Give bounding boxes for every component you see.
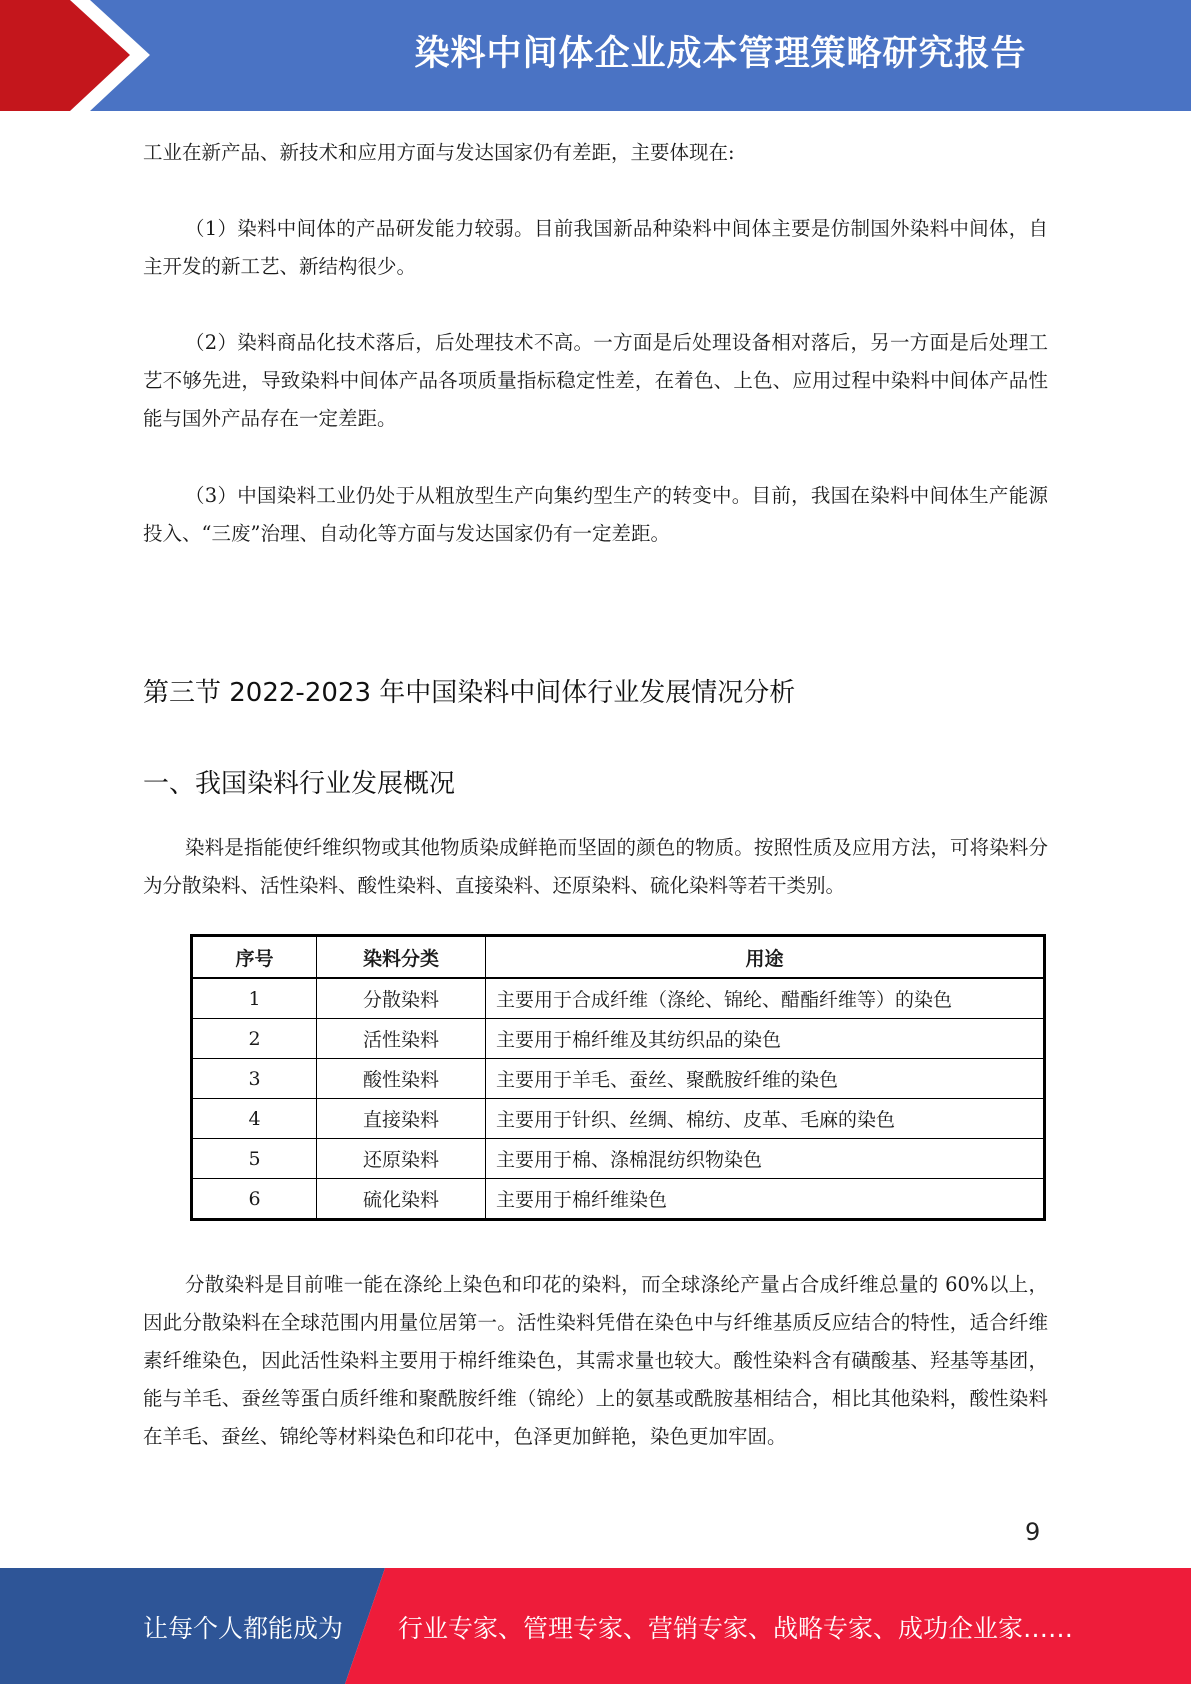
cell-type: 活性染料: [317, 1019, 486, 1059]
header-chevron-decoration: [0, 0, 260, 111]
cell-usage: 主要用于棉、涤棉混纺织物染色: [486, 1139, 1045, 1179]
paragraph-dye-definition: 染料是指能使纤维织物或其他物质染成鲜艳而坚固的颜色的物质。按照性质及应用方法，可将染料分为分散染料、活性染料、酸性染料、直接染料、还原染料、硫化染料等若干类别。: [143, 836, 1048, 897]
header-banner: [0, 0, 1191, 111]
report-title: 染料中间体企业成本管理策略研究报告: [414, 34, 1027, 74]
cell-type: 直接染料: [317, 1099, 486, 1139]
paragraph-intro: 工业在新产品、新技术和应用方面与发达国家仍有差距，主要体现在:: [143, 141, 735, 164]
table-row: [192, 1179, 1045, 1220]
table-header-row: [192, 936, 1045, 979]
cell-usage: 主要用于棉纤维染色: [486, 1179, 1045, 1220]
cell-type: 硫化染料: [317, 1179, 486, 1220]
cell-usage: 主要用于羊毛、蚕丝、聚酰胺纤维的染色: [486, 1059, 1045, 1099]
footer-banner: [0, 1568, 1191, 1684]
cell-usage: 主要用于棉纤维及其纺织品的染色: [486, 1019, 1045, 1059]
cell-number: 6: [192, 1179, 317, 1220]
cell-usage: 主要用于合成纤维（涤纶、锦纶、醋酯纤维等）的染色: [486, 978, 1045, 1019]
cell-number: 5: [192, 1139, 317, 1179]
cell-number: 3: [192, 1059, 317, 1099]
footer-slogan-left: 让每个人都能成为: [143, 1614, 344, 1643]
footer-slogan-right: 行业专家、管理专家、营销专家、战略专家、成功企业家……: [398, 1614, 1074, 1643]
cell-type: 酸性染料: [317, 1059, 486, 1099]
table-row: [192, 1059, 1045, 1099]
cell-type: 还原染料: [317, 1139, 486, 1179]
paragraph-point-1: （1）染料中间体的产品研发能力较弱。目前我国新品种染料中间体主要是仿制国外染料中间体，自主开发的新工艺、新结构很少。: [143, 217, 1048, 278]
header-cell-number: 序号: [192, 936, 317, 979]
point-3-block: [143, 477, 1048, 553]
dye-definition-block: [143, 829, 1048, 905]
cell-usage: 主要用于针织、丝绸、棉纺、皮革、毛麻的染色: [486, 1099, 1045, 1139]
table-row: [192, 978, 1045, 1019]
dye-classification-table-wrapper: [190, 934, 1046, 1221]
point-1-block: [143, 210, 1048, 286]
page-number: 9: [1025, 1518, 1041, 1546]
dye-comparison-block: [143, 1266, 1048, 1456]
section-title: 第三节 2022-2023 年中国染料中间体行业发展情况分析: [143, 678, 796, 708]
header-cell-usage: 用途: [486, 936, 1045, 979]
header-cell-type: 染料分类: [317, 936, 486, 979]
cell-type: 分散染料: [317, 978, 486, 1019]
cell-number: 1: [192, 978, 317, 1019]
paragraph-point-2: （2）染料商品化技术落后，后处理技术不高。一方面是后处理设备相对落后，另一方面是后处理工艺不够先进，导致染料中间体产品各项质量指标稳定性差，在着色、上色、应用过程中染料中间体产品性能与国外产品存在一定差距。: [143, 331, 1048, 430]
table-row: [192, 1099, 1045, 1139]
table-row: [192, 1019, 1045, 1059]
cell-number: 4: [192, 1099, 317, 1139]
paragraph-dye-comparison: 分散染料是目前唯一能在涤纶上染色和印花的染料，而全球涤纶产量占合成纤维总量的 60%以上，因此分散染料在全球范围内用量位居第一。活性染料凭借在染色中与纤维基质反应结合的特性，适合纤维素纤维染色，因此活性染料主要用于棉纤维染色，其需求量也较大。酸性染料含有磺酸基、羟基等基团，能与羊毛、蚕丝等蛋白质纤维和聚酰胺纤维（锦纶）上的氨基或酰胺基相结合，相比其他染料，酸性染料在羊毛、蚕丝、锦纶等材料染色和印花中，色泽更加鲜艳，染色更加牢固。: [143, 1273, 1048, 1448]
point-2-block: [143, 324, 1048, 438]
dye-classification-table: [190, 934, 1046, 1221]
subsection-title: 一、我国染料行业发展概况: [143, 769, 456, 799]
paragraph-point-3: （3）中国染料工业仍处于从粗放型生产向集约型生产的转变中。目前，我国在染料中间体生产能源投入、“三废”治理、自动化等方面与发达国家仍有一定差距。: [143, 484, 1048, 545]
intro-paragraph-block: [143, 134, 1048, 172]
table-row: [192, 1139, 1045, 1179]
cell-number: 2: [192, 1019, 317, 1059]
